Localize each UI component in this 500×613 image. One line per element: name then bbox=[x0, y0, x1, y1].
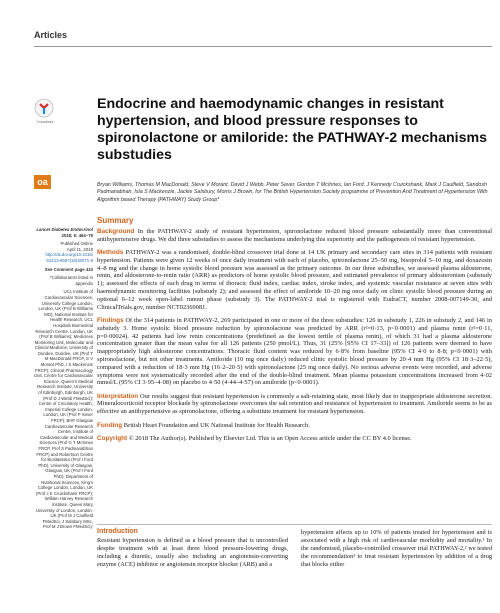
doi-link[interactable]: http://dx.doi.org/10.1016/ S2213-8587(18)30071-8 bbox=[45, 252, 93, 263]
header-divider bbox=[34, 46, 492, 47]
abstract-lead: Funding bbox=[97, 421, 123, 429]
abstract-background bbox=[97, 228, 492, 244]
abstract-methods bbox=[97, 249, 492, 311]
collaborators-note: *Collaborators listed in appendix bbox=[50, 275, 93, 286]
affiliations: UCL Institute of Cardiovascular Sciences, University College London, London, UK (Prof B Williams MD); National Institute for Health Research, UCL Hospitals Biomedical Research Centre, London, UK (Prof B Williams); Medicines Monitoring Unit, Molecular and Clinical Medicine, University of Dundee, Dundee, UK (Prof T M MacDonald FRCP, S V Morant PhD, I S Mackenzie FRCP); Clinical Pharmacology Unit, Centre for Cardiovascular Science, Queen's Medical Research Institute, University of Edinburgh, Edinburgh, UK (Prof D J Webb FMedSci); Centre of Circulatory Health, Imperial College London, London, UK (Prof P Sever FRCP); BHF Glasgow Cardiovascular Research Centre, Institute of Cardiovascular and Medical Sciences (Prof G T McInnes FRCP, Prof S Padmanabhan FRCP) and Robertson Centre for Biostatistics (Prof I Ford PhD), University of Glasgow, Glasgow, UK (Prof I Ford PhD); Department of Nutritional Sciences, King's College London, London, UK (Prof J K Cruickshank FRCP); William Harvey Research Institute, Queen Mary University of London, London, UK (Prof M J Caulfield FMedSci, J Salsbury MSc, Prof M J Brown FMedSci); bbox=[34, 289, 93, 530]
author-list: Bryan Williams, Thomas M MacDonald, Steve V Morant, David J Webb, Peter Sever, Gordon T McInnes, Ian Ford, J Kennedy Cruickshank, Mark J Caulfield, Sandosh Padmanabhan, Isla S Mackenzie, Jackie Salsbury, Morris J Brown, for The British Hypertension Society programme of Prevention And Treatment of Hypertension With Algorithm based Therapy (PATHWAY) Study Group* bbox=[97, 182, 488, 203]
abstract-lead: Methods bbox=[97, 249, 124, 257]
section-label: Articles bbox=[34, 30, 68, 40]
abstract-copyright bbox=[97, 435, 492, 443]
abstract-lead: Copyright bbox=[97, 434, 128, 442]
crossmark-icon[interactable] bbox=[34, 98, 54, 118]
intro-column-1: Resistant hypertension is defined as a blood pressure that is uncontrolled despite treatment with at least three blood pressure-lowering drugs, including a diuretic, usually also including an angiotensin-converting enzyme (ACE) inhibitor or angiotensin receptor blocker (ARB) and a bbox=[97, 537, 288, 568]
journal-name: Lancet Diabetes Endocrinol bbox=[36, 227, 93, 232]
abstract-lead: Interpretation bbox=[97, 392, 139, 400]
abstract-text: British Heart Foundation and UK National Institute for Health Research. bbox=[122, 421, 310, 429]
abstract-lead: Background bbox=[97, 228, 135, 235]
abstract bbox=[97, 228, 492, 448]
published-label: Published Online bbox=[60, 241, 93, 247]
abstract-text: © 2018 The Author(s). Published by Elsevier Ltd. This is an Open Access article under the CC BY 4.0 license. bbox=[127, 434, 412, 442]
abstract-lead: Findings bbox=[97, 316, 124, 324]
open-access-badge: oa bbox=[34, 175, 51, 189]
abstract-text: Of the 314 patients in PATHWAY-2, 269 participated in one or more of the three substudies: 126 in substudy 1, 226 in substudy 2, and 146 in substudy 3. Home systolic blood pressure reduction by spironolactone was predicted by ARR (r²=0·13, p<0·0001) and plasma renin (r²=0·11, p=0·00024). 42 patients had low renin concentrations (predefined as the lowest tertile of plasma renin), of which 31 had a plasma aldosterone concentration greater than the mean value for all 126 patients (250 pmol/L). Thus, 31 (25% [95% CI 17–33]) of 126 patients were deemed to have inappropriately high aldosterone concentrations. Thoracic fluid content was reduced by 6·8% from baseline (95% CI 4·0 to 8·8; p<0·0001) with spironolactone, but not other treatments. Amiloride (10 mg once daily) reduced clinic systolic blood pressure by 20·4 mm Hg (95% CI 18·3–22·5), compared with a reduction of 18·3 mm Hg (16·2–20·5) with spironolactone (25 mg once daily). No serious adverse events were recorded, and adverse symptoms were not systematically recorded after the end of the double-blind treatment. Mean plasma potassium concentrations increased from 4·02 mmol/L (95% CI 3·95–4·08) on placebo to 4·50 (4·44–4·57) on amiloride (p<0·0001). bbox=[97, 316, 492, 387]
abstract-findings bbox=[97, 317, 492, 387]
intro-column-2: hypertension affects up to 10% of patients treated for hypertension and is associated with a high risk of cardiovascular morbidity and mortality.¹ In the randomised, placebo-controlled crossover trial PATHWAY-2,² we tested the recommendation³ to treat resistant hypertension by addition of a drug that blocks either bbox=[301, 529, 492, 568]
abstract-funding bbox=[97, 422, 492, 430]
citation: 2018; 6: 464–75 bbox=[61, 232, 93, 238]
introduction-heading: Introduction bbox=[97, 528, 138, 535]
summary-heading: Summary bbox=[97, 216, 134, 225]
abstract-text: In the PATHWAY-2 study of resistant hypertension, spironolactone reduced blood pressure substantially more than conventional antihypertensive drugs. We did three substudies to assess the mechanisms underlying this superiority and the pathogenesis of resistant hypertension. bbox=[97, 228, 492, 243]
see-comment[interactable]: See Comment page 433 bbox=[44, 266, 93, 272]
article-title: Endocrine and haemodynamic changes in resistant hypertension, and blood pressure responses to spironolactone or amiloride: the PATHWAY-2 mechanisms substudies bbox=[97, 96, 487, 163]
published-date: April 11, 2018 bbox=[66, 246, 93, 252]
abstract-interpretation bbox=[97, 393, 492, 416]
crossmark-label: CrossMark bbox=[36, 120, 54, 124]
abstract-text: PATHWAY-2 was a randomised, double-blind crossover trial done at 14 UK primary and secondary care sites in 314 patients with resistant hypertension. Patients were given 12 weeks of once daily treatment with each of placebo, spironolactone 25–50 mg, bisoprolol 5–10 mg, and doxazosin 4–8 mg and the change in home systolic blood pressure was assessed as the primary outcome. In our three substudies, we assessed plasma aldosterone, renin, and aldosterone-to-renin ratio (ARR) as predictors of home systolic blood pressure, and estimated prevalence of primary aldosteronism (substudy 1); assessed the effects of each drug in terms of thoracic fluid index, cardiac index, stroke index, and systemic vascular resistance at seven sites with haemodynamic monitoring facilities (substudy 2); and assessed the effect of amiloride 10–20 mg once daily on clinic systolic blood pressure during an optional 6–12 week open-label runout phase (substudy 3). The PATHWAY-2 trial is registered with EudraCT, number 2008-007149-30, and ClinicalTrials.gov, number NCT02369081. bbox=[97, 249, 492, 311]
section-divider bbox=[97, 524, 492, 525]
article-sidebar bbox=[34, 227, 93, 533]
abstract-text: Our results suggest that resistant hypertension is commonly a salt-retaining state, most likely due to inappropriate aldosterone secretion. Mineralocorticoid receptor blockade by spironolactone overcomes the salt retention and resistance of hypertension to treatment. Amiloride seems to be as effective an antihypertensive as spironolactone, offering a substitute treatment for resistant hypertension. bbox=[97, 392, 492, 416]
